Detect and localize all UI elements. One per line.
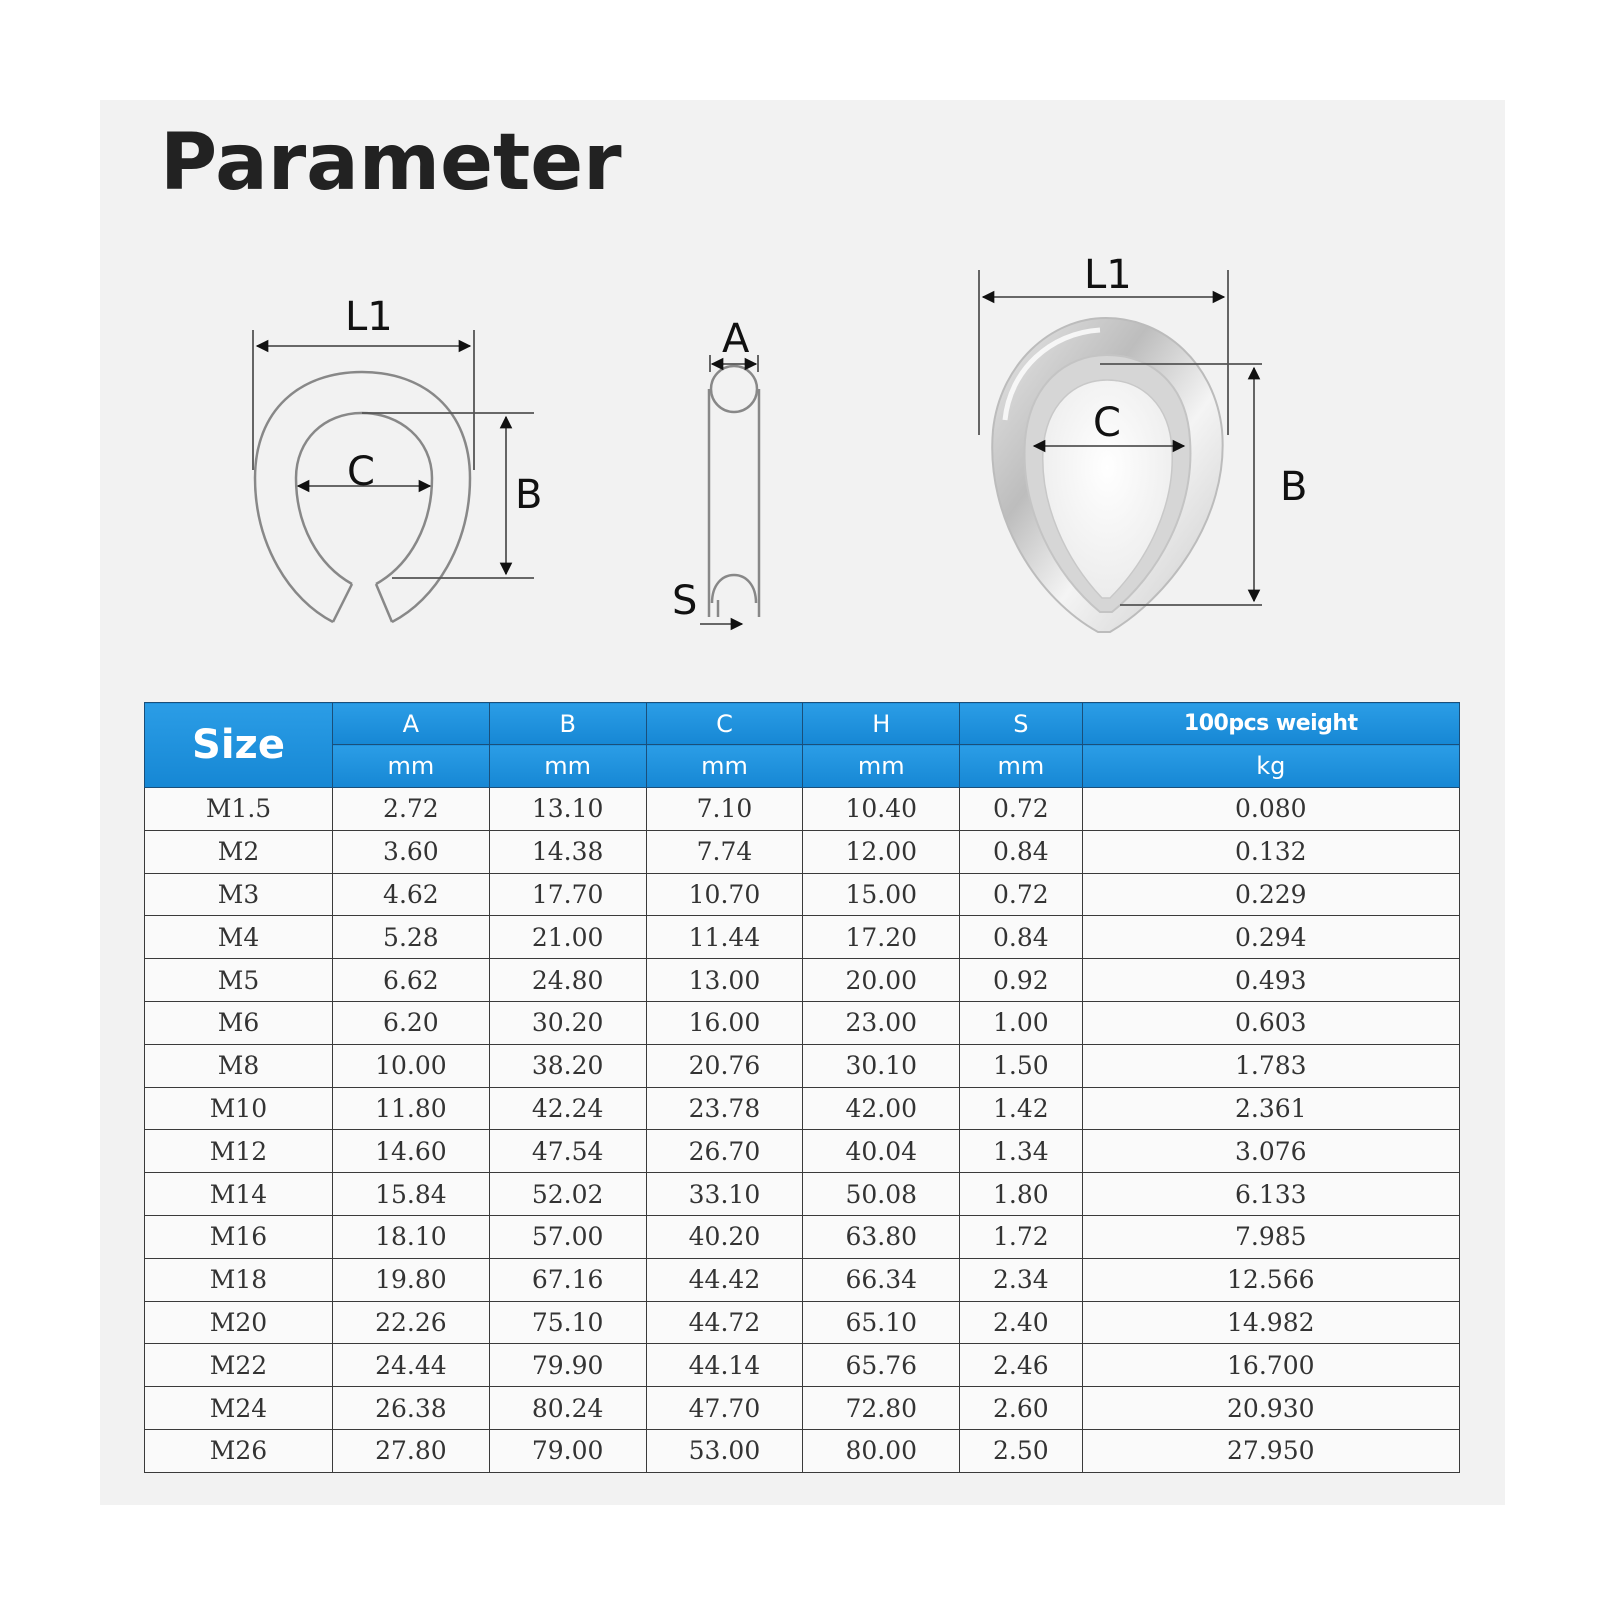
table-row bbox=[145, 1301, 1460, 1344]
unit-weight: kg bbox=[1082, 745, 1459, 788]
table-row bbox=[145, 916, 1460, 959]
ring-inner-edge bbox=[296, 413, 432, 584]
column-header-h: H bbox=[803, 703, 960, 745]
table-cell: 7.985 bbox=[1082, 1215, 1459, 1258]
table-cell: 44.42 bbox=[646, 1258, 803, 1301]
table-cell: 16.700 bbox=[1082, 1344, 1459, 1387]
size-cell: M18 bbox=[145, 1258, 333, 1301]
size-cell: M24 bbox=[145, 1387, 333, 1430]
column-header-s: S bbox=[960, 703, 1082, 745]
table-cell: 12.566 bbox=[1082, 1258, 1459, 1301]
table-cell: 0.493 bbox=[1082, 959, 1459, 1002]
table-row bbox=[145, 830, 1460, 873]
page-title: Parameter bbox=[160, 118, 622, 208]
side-s-label: S bbox=[672, 578, 698, 624]
table-cell: 0.229 bbox=[1082, 873, 1459, 916]
table-cell: 1.80 bbox=[960, 1173, 1082, 1216]
table-cell: 12.00 bbox=[803, 830, 960, 873]
table-cell: 20.930 bbox=[1082, 1387, 1459, 1430]
size-cell: M5 bbox=[145, 959, 333, 1002]
ring-b-label: B bbox=[515, 472, 543, 518]
size-cell: M2 bbox=[145, 830, 333, 873]
ring-l1-label: L1 bbox=[345, 294, 393, 340]
table-cell: 24.80 bbox=[489, 959, 646, 1002]
table-cell: 44.14 bbox=[646, 1344, 803, 1387]
table-cell: 10.00 bbox=[333, 1044, 490, 1087]
table-row bbox=[145, 1087, 1460, 1130]
unit-c: mm bbox=[646, 745, 803, 788]
table-cell: 5.28 bbox=[333, 916, 490, 959]
side-view-diagram bbox=[709, 366, 759, 617]
thimble-image bbox=[992, 318, 1222, 632]
table-cell: 0.294 bbox=[1082, 916, 1459, 959]
ring-c-label: C bbox=[347, 449, 375, 495]
table-cell: 44.72 bbox=[646, 1301, 803, 1344]
table-cell: 13.10 bbox=[489, 788, 646, 831]
table-cell: 6.20 bbox=[333, 1001, 490, 1044]
table-cell: 14.982 bbox=[1082, 1301, 1459, 1344]
table-cell: 11.80 bbox=[333, 1087, 490, 1130]
table-row bbox=[145, 788, 1460, 831]
ring-outer-edge bbox=[255, 372, 470, 622]
column-header-b: B bbox=[489, 703, 646, 745]
thimble-b-label: B bbox=[1280, 464, 1308, 510]
table-row bbox=[145, 1429, 1460, 1472]
unit-s: mm bbox=[960, 745, 1082, 788]
table-cell: 27.80 bbox=[333, 1429, 490, 1472]
table-cell: 2.60 bbox=[960, 1387, 1082, 1430]
table-cell: 22.26 bbox=[333, 1301, 490, 1344]
table-cell: 0.72 bbox=[960, 788, 1082, 831]
table-cell: 1.00 bbox=[960, 1001, 1082, 1044]
table-cell: 42.00 bbox=[803, 1087, 960, 1130]
table-cell: 0.84 bbox=[960, 830, 1082, 873]
size-cell: M3 bbox=[145, 873, 333, 916]
table-row bbox=[145, 1001, 1460, 1044]
table-cell: 1.42 bbox=[960, 1087, 1082, 1130]
table-unit-row bbox=[145, 745, 1460, 788]
parameter-table bbox=[144, 702, 1460, 1473]
table-row bbox=[145, 1258, 1460, 1301]
table-cell: 40.20 bbox=[646, 1215, 803, 1258]
table-cell: 26.70 bbox=[646, 1130, 803, 1173]
table-cell: 19.80 bbox=[333, 1258, 490, 1301]
table-cell: 7.10 bbox=[646, 788, 803, 831]
table-cell: 21.00 bbox=[489, 916, 646, 959]
table-cell: 23.78 bbox=[646, 1087, 803, 1130]
table-cell: 2.72 bbox=[333, 788, 490, 831]
table-row bbox=[145, 959, 1460, 1002]
size-cell: M1.5 bbox=[145, 788, 333, 831]
unit-a: mm bbox=[333, 745, 490, 788]
thimble-c-label: C bbox=[1093, 400, 1121, 446]
size-column-header: Size bbox=[145, 703, 333, 788]
table-body bbox=[145, 788, 1460, 1473]
table-cell: 13.00 bbox=[646, 959, 803, 1002]
ring-dimension-lines bbox=[253, 330, 534, 578]
table-cell: 2.46 bbox=[960, 1344, 1082, 1387]
table-cell: 79.90 bbox=[489, 1344, 646, 1387]
table-cell: 10.70 bbox=[646, 873, 803, 916]
table-cell: 1.34 bbox=[960, 1130, 1082, 1173]
table-row bbox=[145, 1215, 1460, 1258]
table-row bbox=[145, 1387, 1460, 1430]
table-cell: 52.02 bbox=[489, 1173, 646, 1216]
table-cell: 17.70 bbox=[489, 873, 646, 916]
table-cell: 6.62 bbox=[333, 959, 490, 1002]
table-cell: 30.20 bbox=[489, 1001, 646, 1044]
table-cell: 4.62 bbox=[333, 873, 490, 916]
table-cell: 18.10 bbox=[333, 1215, 490, 1258]
table-cell: 17.20 bbox=[803, 916, 960, 959]
table-cell: 40.04 bbox=[803, 1130, 960, 1173]
table-cell: 65.76 bbox=[803, 1344, 960, 1387]
table-row bbox=[145, 1173, 1460, 1216]
table-cell: 33.10 bbox=[646, 1173, 803, 1216]
table-row bbox=[145, 1044, 1460, 1087]
table-cell: 65.10 bbox=[803, 1301, 960, 1344]
dimension-diagrams bbox=[0, 0, 1600, 680]
table-cell: 0.72 bbox=[960, 873, 1082, 916]
table-cell: 72.80 bbox=[803, 1387, 960, 1430]
table-cell: 47.54 bbox=[489, 1130, 646, 1173]
table-cell: 75.10 bbox=[489, 1301, 646, 1344]
unit-b: mm bbox=[489, 745, 646, 788]
table-cell: 6.133 bbox=[1082, 1173, 1459, 1216]
ring-outline-diagram bbox=[255, 372, 470, 622]
table-cell: 11.44 bbox=[646, 916, 803, 959]
table-cell: 47.70 bbox=[646, 1387, 803, 1430]
table-cell: 2.50 bbox=[960, 1429, 1082, 1472]
table-cell: 10.40 bbox=[803, 788, 960, 831]
table-cell: 26.38 bbox=[333, 1387, 490, 1430]
column-header-c: C bbox=[646, 703, 803, 745]
size-cell: M16 bbox=[145, 1215, 333, 1258]
size-cell: M6 bbox=[145, 1001, 333, 1044]
table-cell: 66.34 bbox=[803, 1258, 960, 1301]
table-cell: 27.950 bbox=[1082, 1429, 1459, 1472]
table-cell: 30.10 bbox=[803, 1044, 960, 1087]
table-cell: 67.16 bbox=[489, 1258, 646, 1301]
table-cell: 2.40 bbox=[960, 1301, 1082, 1344]
table-cell: 1.72 bbox=[960, 1215, 1082, 1258]
table-cell: 0.92 bbox=[960, 959, 1082, 1002]
table-cell: 50.08 bbox=[803, 1173, 960, 1216]
table-cell: 38.20 bbox=[489, 1044, 646, 1087]
table-cell: 14.38 bbox=[489, 830, 646, 873]
size-cell: M26 bbox=[145, 1429, 333, 1472]
table-cell: 53.00 bbox=[646, 1429, 803, 1472]
size-cell: M10 bbox=[145, 1087, 333, 1130]
unit-h: mm bbox=[803, 745, 960, 788]
table-cell: 2.34 bbox=[960, 1258, 1082, 1301]
table-cell: 3.076 bbox=[1082, 1130, 1459, 1173]
table-cell: 1.50 bbox=[960, 1044, 1082, 1087]
table-cell: 0.603 bbox=[1082, 1001, 1459, 1044]
table-cell: 0.132 bbox=[1082, 830, 1459, 873]
table-cell: 3.60 bbox=[333, 830, 490, 873]
table-row bbox=[145, 1130, 1460, 1173]
table-cell: 57.00 bbox=[489, 1215, 646, 1258]
thimble-l1-label: L1 bbox=[1084, 252, 1132, 298]
table-cell: 24.44 bbox=[333, 1344, 490, 1387]
table-cell: 1.783 bbox=[1082, 1044, 1459, 1087]
table-cell: 23.00 bbox=[803, 1001, 960, 1044]
table-cell: 2.361 bbox=[1082, 1087, 1459, 1130]
table-cell: 15.00 bbox=[803, 873, 960, 916]
table-cell: 15.84 bbox=[333, 1173, 490, 1216]
table-cell: 0.84 bbox=[960, 916, 1082, 959]
table-cell: 16.00 bbox=[646, 1001, 803, 1044]
size-cell: M8 bbox=[145, 1044, 333, 1087]
table-cell: 79.00 bbox=[489, 1429, 646, 1472]
table-cell: 80.24 bbox=[489, 1387, 646, 1430]
table-row bbox=[145, 1344, 1460, 1387]
side-a-label: A bbox=[722, 316, 750, 362]
size-cell: M12 bbox=[145, 1130, 333, 1173]
column-header-weight: 100pcs weight bbox=[1082, 703, 1459, 745]
column-header-a: A bbox=[333, 703, 490, 745]
size-cell: M22 bbox=[145, 1344, 333, 1387]
table-row bbox=[145, 873, 1460, 916]
size-cell: M14 bbox=[145, 1173, 333, 1216]
table-header-row bbox=[145, 703, 1460, 745]
table-cell: 80.00 bbox=[803, 1429, 960, 1472]
size-cell: M20 bbox=[145, 1301, 333, 1344]
size-cell: M4 bbox=[145, 916, 333, 959]
table-cell: 20.00 bbox=[803, 959, 960, 1002]
table-cell: 42.24 bbox=[489, 1087, 646, 1130]
table-cell: 0.080 bbox=[1082, 788, 1459, 831]
table-cell: 7.74 bbox=[646, 830, 803, 873]
table-cell: 63.80 bbox=[803, 1215, 960, 1258]
table-cell: 14.60 bbox=[333, 1130, 490, 1173]
table-cell: 20.76 bbox=[646, 1044, 803, 1087]
